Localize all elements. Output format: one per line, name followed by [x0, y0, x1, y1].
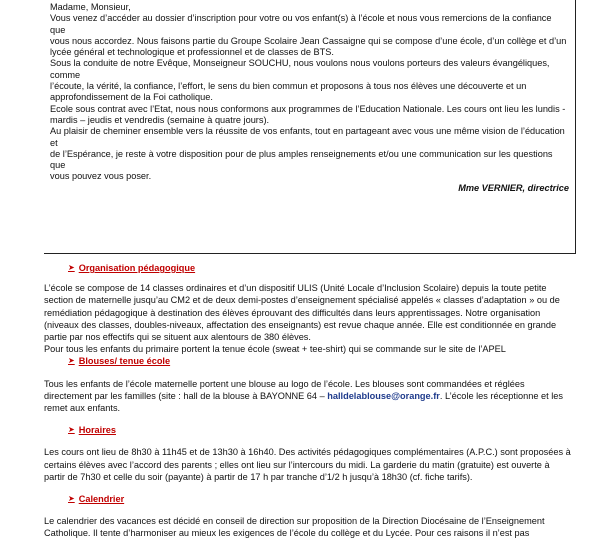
paragraph-line: remédiation pédagogique à destination des élèves éprouvant des difficultés dans leurs apprentissages. Notre organisation	[44, 307, 541, 318]
intro-line: Ecole sous contrat avec l’Etat, nous nous conformons aux programmes de l’Education Nationale. Les cours ont lieu les lundis -	[50, 103, 566, 114]
intro-line: Au plaisir de cheminer ensemble vers la réussite de vos enfants, tout en partageant avec vous une même vision de l’éducation et	[50, 126, 565, 148]
paragraph-line: L’école se compose de 14 classes ordinaires et d’un dispositif ULIS (Unité Locale d’Inclusion Scolaire) depuis la toute petite	[44, 283, 547, 294]
paragraph-line: section de maternelle jusqu’au CM2 et de deux demi-postes d’enseignement spécialisé appelés « classes d’adaptation » ou de	[44, 295, 560, 306]
paragraph-line: certains élèves avec l’accord des parents ; elles ont lieu sur l’intercours du midi. La garderie du matin (gratuite) est ouverte à	[44, 459, 550, 470]
intro-line: vous pouvez vous poser.	[50, 171, 152, 182]
paragraph-line: Pour tous les enfants du primaire portent la tenue école (sweat + tee-shirt) qui se commande sur le site de l’APEL	[44, 344, 506, 355]
intro-line: l’écoute, la vérité, la confiance, l’effort, le sens du bien commun et proposons à tous nos élèves une découverte et un	[50, 81, 527, 92]
paragraph-line: Les cours ont lieu de 8h30 à 11h45 et de 13h30 à 16h40. Des activités pédagogiques complémentaires (A.P.C.) sont proposées à	[44, 447, 571, 458]
text-fragment: . L’école les réceptionne et les	[439, 390, 563, 401]
intro-line: mardis – jeudis et vendredis (semaine à quatre jours).	[50, 114, 270, 125]
intro-line: vous nous accordez. Nous faisons partie du Groupe Scolaire Jean Cassaigne qui se compose d’une école, d’un collège et d’un	[50, 35, 567, 46]
arrow-right-icon: ➤	[68, 356, 75, 366]
greeting: Madame, Monsieur,	[50, 2, 131, 12]
paragraph-line: remet aux enfants.	[44, 403, 121, 414]
arrow-right-icon: ➤	[68, 425, 75, 435]
document-body	[44, 254, 576, 540]
paragraph-line	[44, 390, 576, 402]
text-fragment: directement par les familles (site : hall de la blouse à BAYONNE 64 –	[44, 390, 328, 401]
section-title: Calendrier	[78, 494, 125, 505]
intro-line: lycée général et technologique et professionnel et de classes de BTS.	[50, 47, 334, 58]
signature: Mme VERNIER, directrice	[458, 182, 569, 193]
intro-line: Vous venez d’accéder au dossier d’inscription pour votre ou vos enfant(s) à l’école et nous vous remercions de la confiance que	[50, 13, 552, 35]
section-title: Horaires	[78, 425, 116, 436]
arrow-right-icon: ➤	[68, 263, 75, 272]
intro-line: approfondissement de la Foi catholique.	[50, 92, 213, 103]
paragraph-line: partie par nos effectifs qui se situent aux alentours de 380 élèves.	[44, 332, 311, 343]
section-title: Blouses/ tenue école	[78, 356, 171, 367]
paragraph-line: Le calendrier des vacances est décidé en conseil de direction sur proposition de la Direction Diocésaine de l’Enseignement	[44, 516, 545, 527]
section-title: Organisation pédagogique	[78, 263, 196, 273]
intro-line: de l’Espérance, je reste à votre disposition pour de plus amples renseignements et/ou une communication sur les questions que	[50, 148, 553, 171]
intro-line: Sous la conduite de notre Evêque, Monseigneur SOUCHU, nous voulons nous voulons porteurs des valeurs évangéliques, comme	[50, 58, 550, 80]
paragraph-line: partir de 7h30 et celle du soir (payante) à partir de 17 h par tranche d’1/2 h jusqu’à 18h30 (cf. fiche tarifs).	[44, 471, 473, 482]
email-link[interactable]: halldelablouse@orange.fr	[327, 390, 440, 401]
welcome-letter-box	[44, 0, 576, 254]
section-heading-calendrier	[68, 493, 576, 505]
arrow-right-icon: ➤	[68, 494, 75, 504]
paragraph-line: Tous les enfants de l’école maternelle portent une blouse au logo de l’école. Les blouses sont commandées et réglées	[44, 378, 525, 389]
section-heading-blouses	[68, 355, 576, 367]
paragraph-line: (niveaux des classes, doubles-niveaux, affectation des enseignants) est revue chaque année. Elle est conditionnée en grande	[44, 319, 557, 330]
section-heading-horaires	[68, 424, 576, 436]
section-heading-organisation	[68, 262, 576, 274]
paragraph-line: Catholique. Il tente d’harmoniser au mieux les exigences de l’école du collège et du Lycée. Pour ces raisons il n’est pas	[44, 528, 530, 539]
